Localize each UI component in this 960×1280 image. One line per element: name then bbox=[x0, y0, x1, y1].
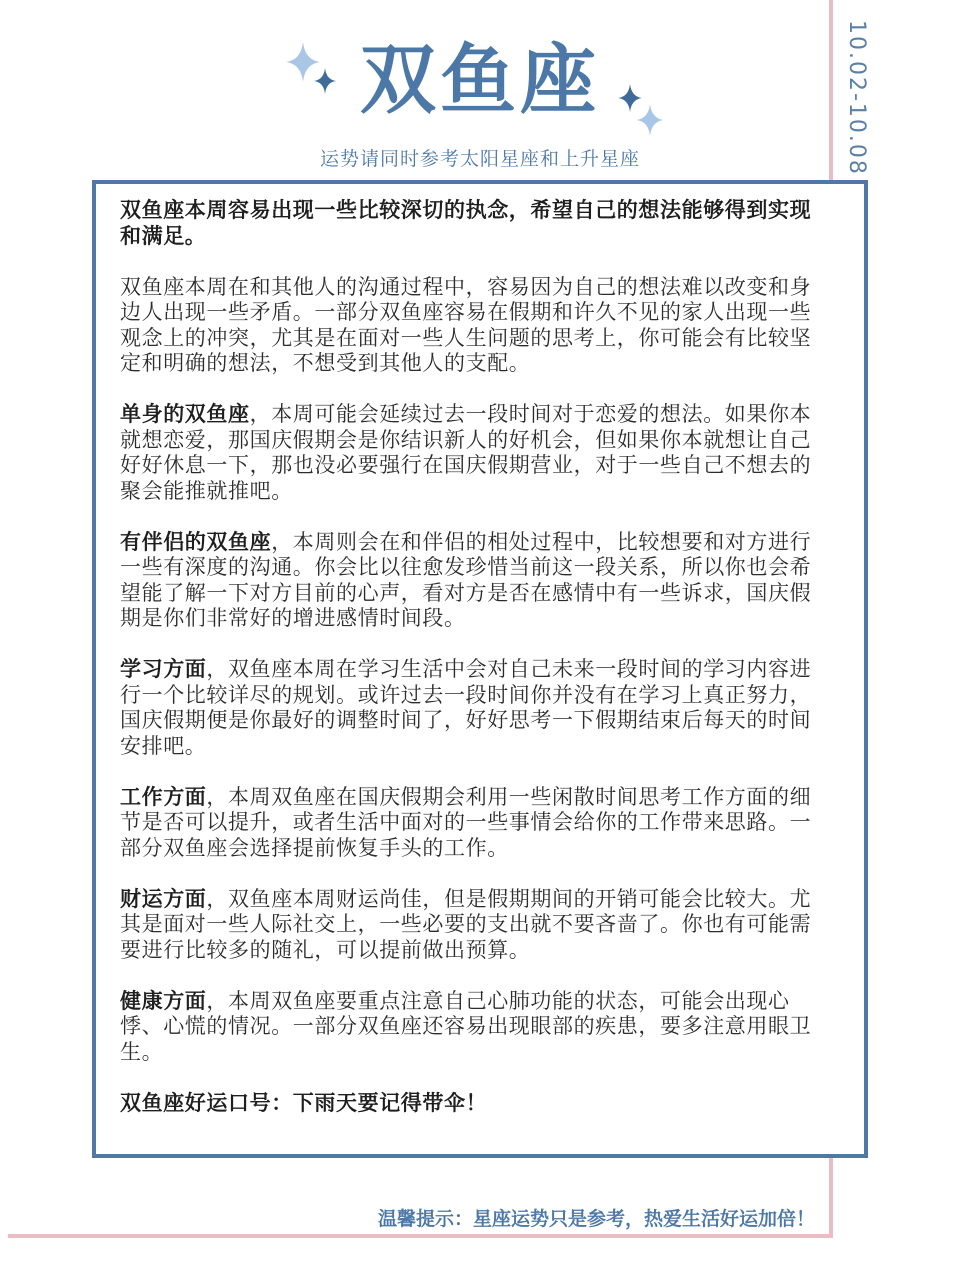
slogan: 双鱼座好运口号：下雨天要记得带伞！ bbox=[120, 1090, 488, 1115]
section-work: 工作方面，本周双鱼座在国庆假期会利用一些闲散时间思考工作方面的细节是否可以提升，或者生活中面对的一些事情会给你的工作带来思路。一部分双鱼座会选择提前恢复手头的工作。 bbox=[120, 784, 812, 860]
section-study: 学习方面，双鱼座本周在学习生活中会对自己未来一段时间的学习内容进行一个比较详尽的规划。或许过去一段时间你并没有在学习上真正努力，国庆假期便是你最好的调整时间了，好好思考一下假期结束后每天的时间安排吧。 bbox=[120, 657, 812, 758]
sparkle-icon bbox=[314, 68, 336, 94]
intro-paragraph: 双鱼座本周容易出现一些比较深切的执念，希望自己的想法能够得到实现和满足。 bbox=[120, 198, 812, 248]
section-single: 单身的双鱼座，本周可能会延续过去一段时间对于恋爱的想法。如果你本就想恋爱，那国庆假期会是你结识新人的好机会，但如果你本就想让自己好好休息一下，那也没必要强行在国庆假期营业，对于一些自己不想去的聚会能推就推吧。 bbox=[120, 402, 812, 503]
sparkle-icon bbox=[636, 104, 664, 136]
section-partner: 有伴侣的双鱼座，本周则会在和伴侣的相处过程中，比较想要和对方进行一些有深度的沟通。你会比以往愈发珍惜当前这一段关系，所以你也会希望能了解一下对方目前的心声，看对方是否在感情中有一些诉求，国庆假期是你们非常好的增进感情时间段。 bbox=[120, 529, 812, 630]
section-wealth: 财运方面，双鱼座本周财运尚佳，但是假期期间的开销可能会比较大。尤其是面对一些人际社交上，一些必要的支出就不要吝啬了。你也有可能需要进行比较多的随礼，可以提前做出预算。 bbox=[120, 886, 812, 962]
subtitle: 运势请同时参考太阳星座和上升星座 bbox=[319, 148, 640, 170]
overview-paragraph: 双鱼座本周在和其他人的沟通过程中，容易因为自己的想法难以改变和身边人出现一些矛盾。一部分双鱼座容易在假期和许久不见的家人出现一些观念上的冲突，尤其是在面对一些人生问题的思考上，你可能会有比较坚定和明确的想法，不想受到其他人的支配。 bbox=[120, 274, 812, 375]
section-health: 健康方面，本周双鱼座要重点注意自己心肺功能的状态，可能会出现心悸、心慌的情况。一部分双鱼座还容易出现眼部的疾患，要多注意用眼卫生。 bbox=[120, 988, 812, 1064]
pink-horizontal-line bbox=[8, 1234, 833, 1238]
footer-tip: 温馨提示：星座运势只是参考，热爱生活好运加倍！ bbox=[377, 1208, 815, 1230]
date-range: 10.02-10.08 bbox=[844, 20, 869, 176]
page-title: 双鱼座 bbox=[360, 35, 600, 124]
horoscope-text bbox=[120, 198, 820, 1142]
content-card bbox=[92, 180, 868, 1158]
